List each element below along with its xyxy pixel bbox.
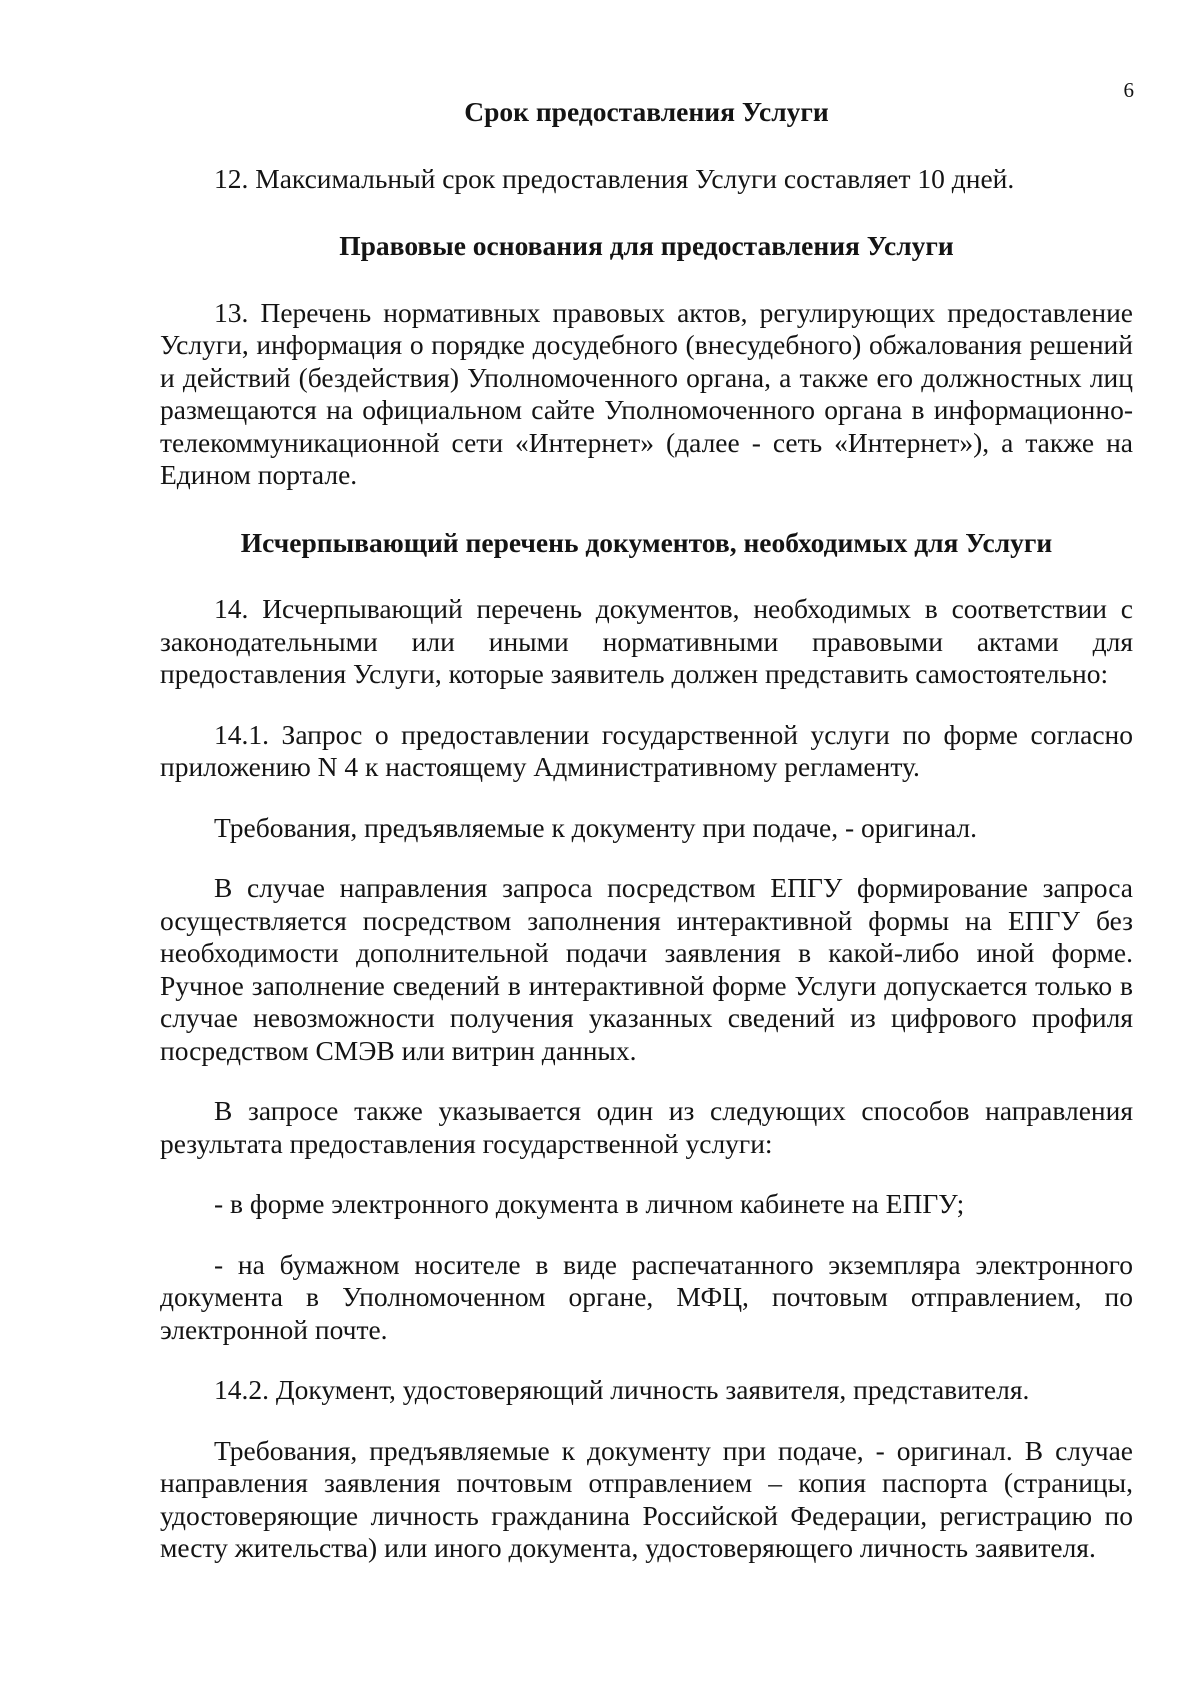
paragraph-14: 14. Исчерпывающий перечень документов, необходимых в соответствии с законодательными или иными нормативными правовыми актами для предоставления Услуги, которые заявитель должен представить самостоятельно: bbox=[160, 593, 1133, 689]
section-heading-documents: Исчерпывающий перечень документов, необходимых для Услуги bbox=[240, 526, 1053, 558]
paragraph-12: 12. Максимальный срок предоставления Услуги составляет 10 дней. bbox=[214, 162, 1015, 194]
section-heading-term: Срок предоставления Услуги bbox=[464, 96, 829, 127]
paragraph-epgu-request: В случае направления запроса посредством ЕПГУ формирование запроса осуществляется посредством заполнения интерактивной формы на ЕПГУ без необходимости дополнительной подачи заявления в какой-либо иной форме. Ручное заполнение сведений в интерактивной форме Услуги допускается только в случае невозможности получения указанных сведений из цифрового профиля посредством СМЭВ или витрин данных. bbox=[160, 872, 1133, 1066]
paragraph-14-1: 14.1. Запрос о предоставлении государственной услуги по форме согласно приложению N 4 к настоящему Административному регламенту. bbox=[160, 718, 1133, 782]
paragraph-14-2: 14.2. Документ, удостоверяющий личность заявителя, представителя. bbox=[214, 1374, 1030, 1405]
list-item-paper-form: - на бумажном носителе в виде распечатанного экземпляра электронного документа в Уполномоченном органе, МФЦ, почтовым отправлением, по электронной почте. bbox=[160, 1248, 1133, 1345]
paragraph-result-methods: В запросе также указывается один из следующих способов направления результата предоставления государственной услуги: bbox=[160, 1095, 1133, 1159]
paragraph-13: 13. Перечень нормативных правовых актов, регулирующих предоставление Услуги, информация о порядке досудебного (внесудебного) обжалования решений и действий (бездействия) Уполномоченного органа, а также его должностных лиц размещаются на официальном сайте Уполномоченного органа в информационно-телекоммуникационной сети «Интернет» (далее - сеть «Интернет»), а также на Едином портале. bbox=[160, 296, 1133, 490]
page-number: 6 bbox=[1123, 78, 1134, 102]
section-heading-legal-basis: Правовые основания для предоставления Услуги bbox=[339, 230, 954, 261]
paragraph-requirements-original: Требования, предъявляемые к документу при подаче, - оригинал. bbox=[214, 811, 978, 843]
document-body bbox=[160, 96, 1133, 1565]
paragraph-identity-requirements: Требования, предъявляемые к документу при подаче, - оригинал. В случае направления заявления почтовым отправлением – копия паспорта (страницы, удостоверяющие личность гражданина Российской Федерации, регистрацию по месту жительства) или иного документа, удостоверяющего личность заявителя. bbox=[160, 1434, 1133, 1563]
list-item-electronic-form: - в форме электронного документа в личном кабинете на ЕПГУ; bbox=[214, 1188, 965, 1219]
